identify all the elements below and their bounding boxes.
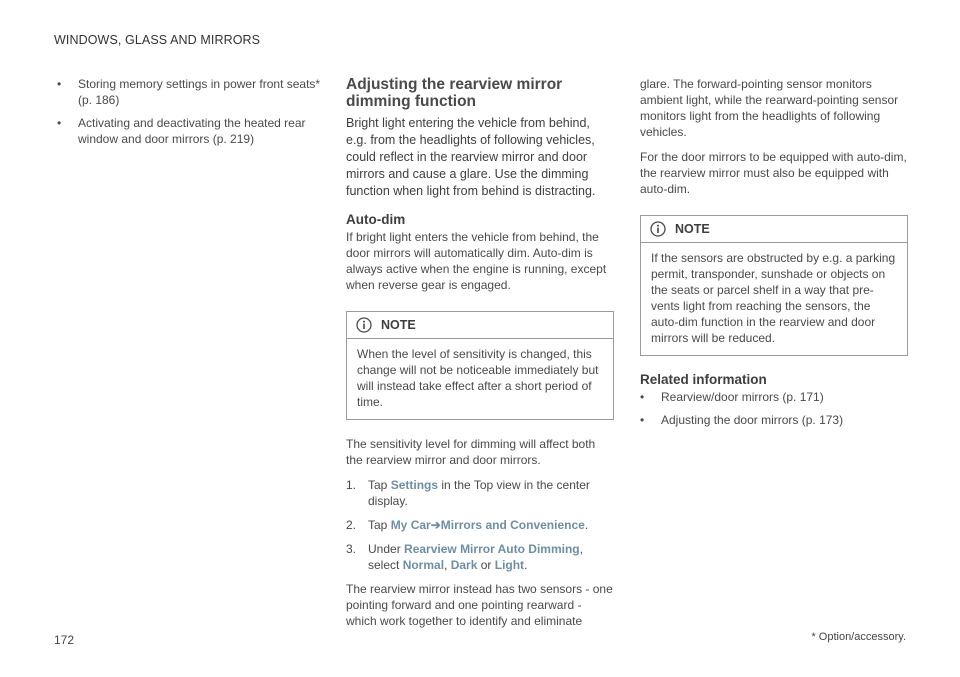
note-text: If the sensors are obstructed by e.g. a parking permit, transponder, sunshade or objects on the seats or parcel shelf in a way that pre-vents light from reaching the sensors, the auto-dim function in the rearview and door mirrors will be reduced.	[651, 251, 896, 345]
auto-dim-paragraph: If bright light enters the vehicle from behind, the door mirrors will automatically dim. Auto-dim is always active when the engine is running, except when reverse gear is engaged.	[346, 230, 607, 292]
bullet-dot: •	[640, 390, 645, 404]
bullet-dot: •	[640, 413, 645, 427]
menu-auto-dimming-label: Rearview Mirror Auto Dimming	[404, 542, 580, 556]
arrow-right-icon: ➔	[430, 518, 441, 532]
step-item	[346, 517, 614, 533]
info-icon	[650, 221, 666, 237]
page-number: 172	[54, 633, 75, 647]
related-information-heading: Related information	[640, 372, 767, 387]
note-header	[641, 216, 907, 243]
note-box	[346, 311, 614, 420]
step-text-part: .	[524, 558, 528, 572]
list-item	[57, 76, 325, 108]
bullet-dot: •	[57, 116, 62, 130]
option-normal-label: Normal	[402, 558, 445, 572]
menu-mirrors-label: Mirrors and Convenience	[440, 518, 585, 532]
footnote: * Option/accessory.	[811, 631, 906, 643]
list-item-text[interactable]: Storing memory settings in power front seats* (p. 186)	[78, 77, 321, 107]
list-item	[57, 115, 325, 147]
related-link[interactable]: Adjusting the door mirrors (p. 173)	[661, 413, 844, 427]
step-number: 1.	[346, 478, 357, 492]
note-header	[347, 312, 613, 339]
related-link[interactable]: Rearview/door mirrors (p. 171)	[661, 390, 824, 404]
menu-my-car-label: My Car	[390, 518, 431, 532]
step-text-part: , select	[368, 542, 583, 572]
step-number: 2.	[346, 518, 357, 532]
option-light-label: Light	[494, 558, 525, 572]
step-text-part: Under	[368, 542, 405, 556]
step-number: 3.	[346, 542, 357, 556]
note-title: NOTE	[381, 318, 416, 332]
step-text-part: or	[477, 558, 495, 572]
step-text-part: Tap	[368, 518, 391, 532]
continuation-paragraph: glare. The forward-pointing sensor monitors ambient light, while the rearward-pointing sensor monitors light from the headlights of following vehicles.	[640, 77, 899, 139]
step-text	[368, 517, 614, 533]
column-left	[57, 76, 325, 154]
related-link-item	[640, 389, 908, 405]
step-text	[368, 477, 614, 509]
step-text-part: ,	[444, 558, 451, 572]
lead-paragraph: Bright light entering the vehicle from behind, e.g. from the headlights of following vehicles, could reflect in the rearview mirror and door mirrors and cause a glare. Use the dimming function when light from behind is distracting.	[346, 116, 596, 198]
step-text-part: in the Top view in the center display.	[368, 478, 590, 508]
step-item	[346, 477, 614, 509]
step-item	[346, 541, 614, 573]
menu-settings-label: Settings	[390, 478, 439, 492]
note-box	[640, 215, 908, 356]
sensors-paragraph: The rearview mirror instead has two sensors - one pointing forward and one pointing rearward - which work together to identify and eliminate	[346, 582, 613, 628]
auto-dim-heading: Auto-dim	[346, 212, 406, 227]
page-title: Adjusting the rearview mirror dimming function	[346, 76, 563, 110]
step-text-part: Tap	[368, 478, 391, 492]
list-item-text[interactable]: Activating and deactivating the heated rear window and door mirrors (p. 219)	[78, 116, 306, 146]
door-mirrors-paragraph: For the door mirrors to be equipped with auto-dim, the rearview mirror must also be equipped with auto-dim.	[640, 150, 907, 196]
sensitivity-paragraph: The sensitivity level for dimming will affect both the rearview mirror and door mirrors.	[346, 437, 596, 467]
note-text: When the level of sensitivity is changed, this change will not be noticeable immediately but will instead take effect after a short period of time.	[357, 347, 599, 409]
note-title: NOTE	[675, 222, 710, 236]
info-icon	[356, 317, 372, 333]
section-header: WINDOWS, GLASS AND MIRRORS	[54, 33, 261, 47]
column-middle	[346, 76, 614, 638]
step-text	[368, 541, 614, 573]
bullet-dot: •	[57, 77, 62, 91]
option-dark-label: Dark	[450, 558, 478, 572]
related-link-item	[640, 412, 908, 428]
step-text-part: .	[584, 518, 589, 532]
column-right	[640, 76, 908, 435]
